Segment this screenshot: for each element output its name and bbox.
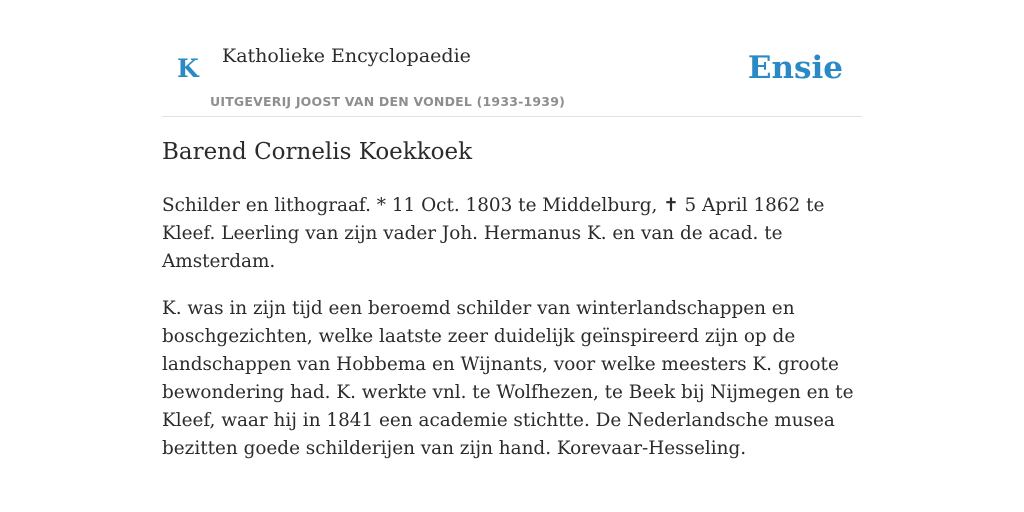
article-title: Barend Cornelis Koekkoek bbox=[162, 139, 473, 165]
publisher-subtitle: UITGEVERIJ JOOST VAN DEN VONDEL (1933-1939) bbox=[210, 94, 566, 109]
encyclopedia-logo[interactable]: K bbox=[177, 54, 199, 83]
page bbox=[162, 0, 862, 459]
article-paragraph: K. was in zijn tijd een beroemd schilder van winterlandschappen en boschgezichten, welke laatste zeer duidelijk geïnspireerd zijn op de landschappen van Hobbema en Wijnants, voor welke meesters K. groote bewondering had. K. werkte vnl. te Wolfhezen, te Beek bij Nijmegen en te Kleef, waar hij in 1841 een academie stichtte. De Nederlandsche musea bezitten goede schilderijen van zijn hand. Korevaar-Hesseling. bbox=[162, 298, 854, 459]
site-title[interactable]: Katholieke Encyclopaedie bbox=[222, 45, 471, 67]
article-body bbox=[162, 192, 862, 482]
article-paragraph: Schilder en lithograaf. * 11 Oct. 1803 te Middelburg, ✝ 5 April 1862 te Kleef. Leerling van zijn vader Joh. Hermanus K. en van de acad. te Amsterdam. bbox=[162, 195, 825, 272]
ensie-brand-link[interactable]: Ensie bbox=[747, 50, 843, 86]
site-header bbox=[162, 0, 862, 117]
